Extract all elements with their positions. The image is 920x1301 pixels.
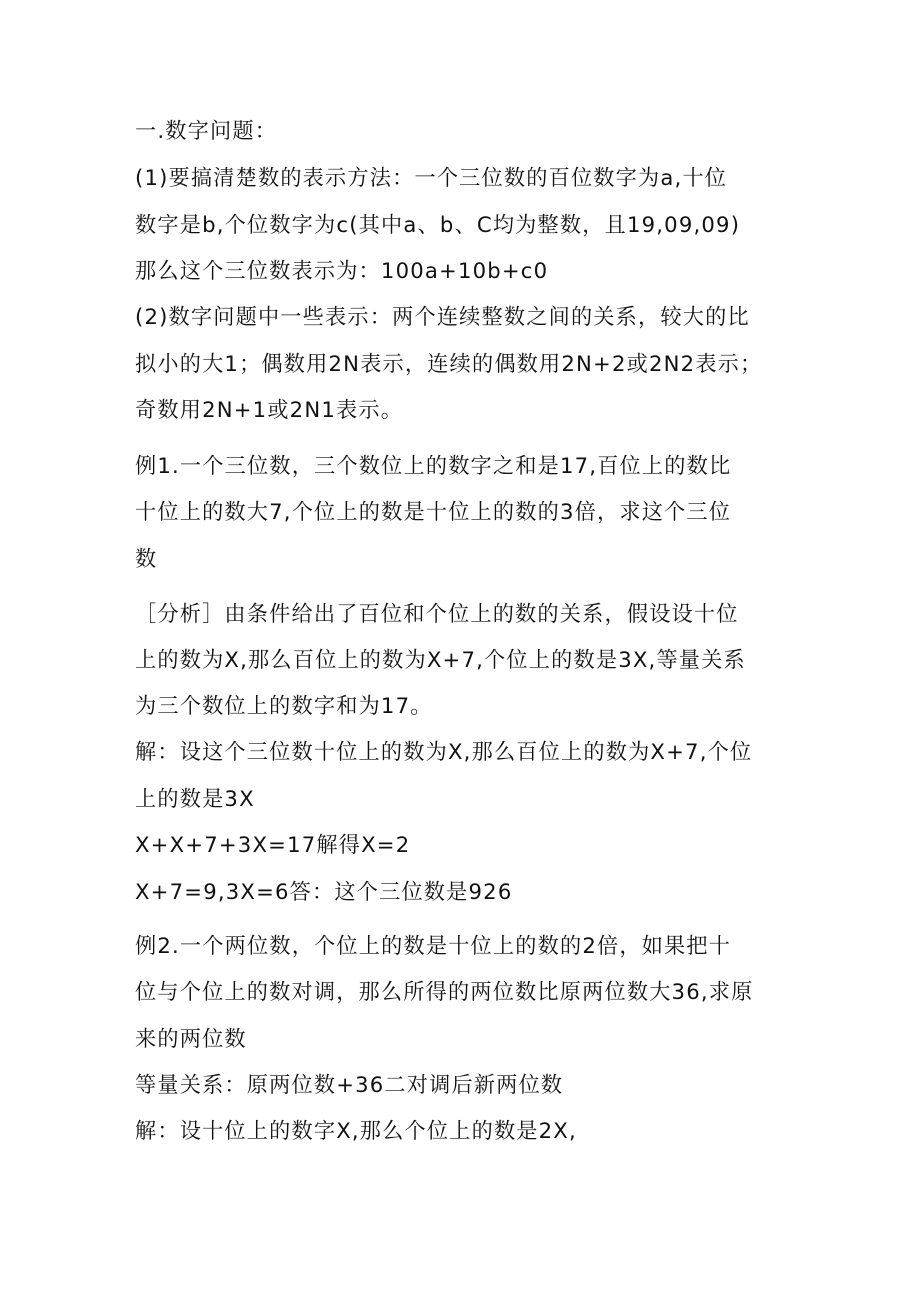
equation-line: X+X+7+3X=17解得X=2 xyxy=(135,833,411,858)
analysis-line: 为三个数位上的数字和为17。 xyxy=(135,694,433,719)
example-2-line: 位与个位上的数对调，那么所得的两位数比原两位数大36,求原 xyxy=(135,980,754,1005)
example-1-line: 数 xyxy=(135,547,158,572)
paragraph-line: (2)数字问题中一些表示：两个连续整数之间的关系，较大的比 xyxy=(135,305,750,330)
paragraph-line: 奇数用2N+1或2N1表示。 xyxy=(135,398,404,423)
solution-line: 解：设这个三位数十位上的数为X,那么百位上的数为X+7,个位 xyxy=(135,740,753,765)
example-1-line: 十位上的数大7,个位上的数是十位上的数的3倍，求这个三位 xyxy=(135,500,732,525)
example-2-line: 例2.一个两位数，个位上的数是十位上的数的2倍，如果把十 xyxy=(135,934,732,959)
answer-line: X+7=9,3X=6答：这个三位数是926 xyxy=(135,880,513,905)
section-title: 一.数字问题： xyxy=(135,119,278,144)
solution-line: 解：设十位上的数字X,那么个位上的数是2X, xyxy=(135,1119,577,1144)
paragraph-line: (1)要搞清楚数的表示方法：一个三位数的百位数字为a,十位 xyxy=(135,166,728,191)
analysis-line: 上的数为X,那么百位上的数为X+7,个位上的数是3X,等量关系 xyxy=(135,648,746,673)
analysis-line: ［分析］由条件给出了百位和个位上的数的关系，假设设十位 xyxy=(135,602,739,627)
relation-line: 等量关系：原两位数+36二对调后新两位数 xyxy=(135,1073,564,1098)
paragraph-line: 数字是b,个位数字为c(其中a、b、C均为整数，且19,09,09) xyxy=(135,213,741,238)
example-2-line: 来的两位数 xyxy=(135,1027,247,1052)
example-1-line: 例1.一个三位数，三个数位上的数字之和是17,百位上的数比 xyxy=(135,454,732,479)
paragraph-line: 那么这个三位数表示为：100a+10b+c0 xyxy=(135,259,549,284)
paragraph-line: 拟小的大1；偶数用2N表示，连续的偶数用2N+2或2N2表示； xyxy=(135,352,763,377)
solution-line: 上的数是3X xyxy=(135,787,255,812)
